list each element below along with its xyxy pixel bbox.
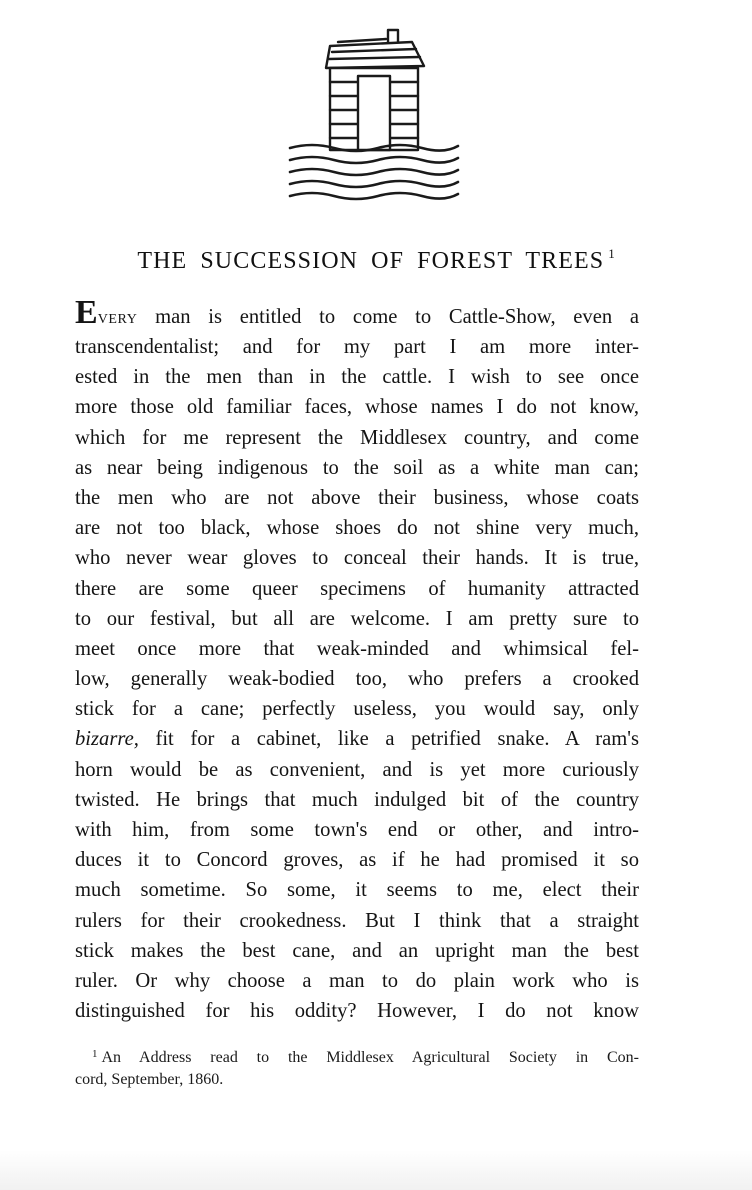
- text-line: there are some queer specimens of humanity attracted: [75, 577, 639, 600]
- text-line: more those old familiar faces, whose names I do not know,: [75, 396, 639, 419]
- log-cabin-over-water-icon: [286, 26, 462, 212]
- chapter-title-text: THE SUCCESSION OF FOREST TREES: [137, 248, 605, 274]
- text-line: with him, from some town's end or other, and intro-: [75, 819, 639, 841]
- text-line: duces it to Concord groves, as if he had promised it so: [75, 849, 639, 872]
- body-paragraph: [75, 294, 639, 1026]
- text-line: the men who are not above their business, whose coats: [75, 486, 639, 509]
- page-bottom-shadow: [0, 1150, 752, 1190]
- text-line: [75, 294, 639, 332]
- text-line: ruler. Or why choose a man to do plain work who is: [75, 969, 639, 992]
- title-footnote-marker: 1: [608, 246, 615, 261]
- italic-word: bizarre,: [75, 728, 139, 751]
- text-line: twisted. He brings that much indulged bit of the country: [75, 788, 639, 811]
- text-line: meet once more that weak-minded and whimsical fel-: [75, 637, 639, 660]
- text-line: [75, 724, 639, 754]
- footnote-line: cord, September, 1860.: [75, 1071, 224, 1088]
- text-line: stick makes the best cane, and an upright man the best: [75, 939, 639, 962]
- lead-small-caps: very: [97, 306, 138, 328]
- text-line: ested in the men than in the cattle. I wish to see once: [75, 366, 639, 389]
- text-line: who never wear gloves to conceal their hands. It is true,: [75, 547, 639, 570]
- footnote-line: [75, 1042, 639, 1067]
- chapter-title: [0, 246, 752, 275]
- drop-cap: E: [75, 294, 98, 331]
- footnote-marker: 1: [92, 1048, 98, 1060]
- footnote: [75, 1042, 639, 1092]
- first-line-text: man is entitled to come to Cattle-Show, even a: [137, 306, 639, 328]
- text-line: which for me represent the Middlesex country, and come: [75, 426, 639, 449]
- text-line: transcendentalist; and for my part I am more inter-: [75, 336, 639, 358]
- text-line: horn would be as convenient, and is yet more curiously: [75, 758, 639, 781]
- text-line: much sometime. So some, it seems to me, elect their: [75, 879, 639, 902]
- italic-line-rest: fit for a cabinet, like a petrified snake. A ram's: [138, 728, 639, 751]
- text-line: distinguished for his oddity? However, I do not know: [75, 1000, 639, 1023]
- text-line: stick for a cane; perfectly useless, you would say, only: [75, 698, 639, 721]
- text-line: low, generally weak-bodied too, who prefers a crooked: [75, 668, 639, 691]
- text-line: to our festival, but all are welcome. I am pretty sure to: [75, 607, 639, 630]
- footnote-text: An Address read to the Middlesex Agricultural Society in Con-: [101, 1049, 639, 1066]
- text-line: rulers for their crookedness. But I think that a straight: [75, 909, 639, 932]
- text-line: are not too black, whose shoes do not shine very much,: [75, 517, 639, 540]
- text-line: as near being indigenous to the soil as a white man can;: [75, 456, 639, 479]
